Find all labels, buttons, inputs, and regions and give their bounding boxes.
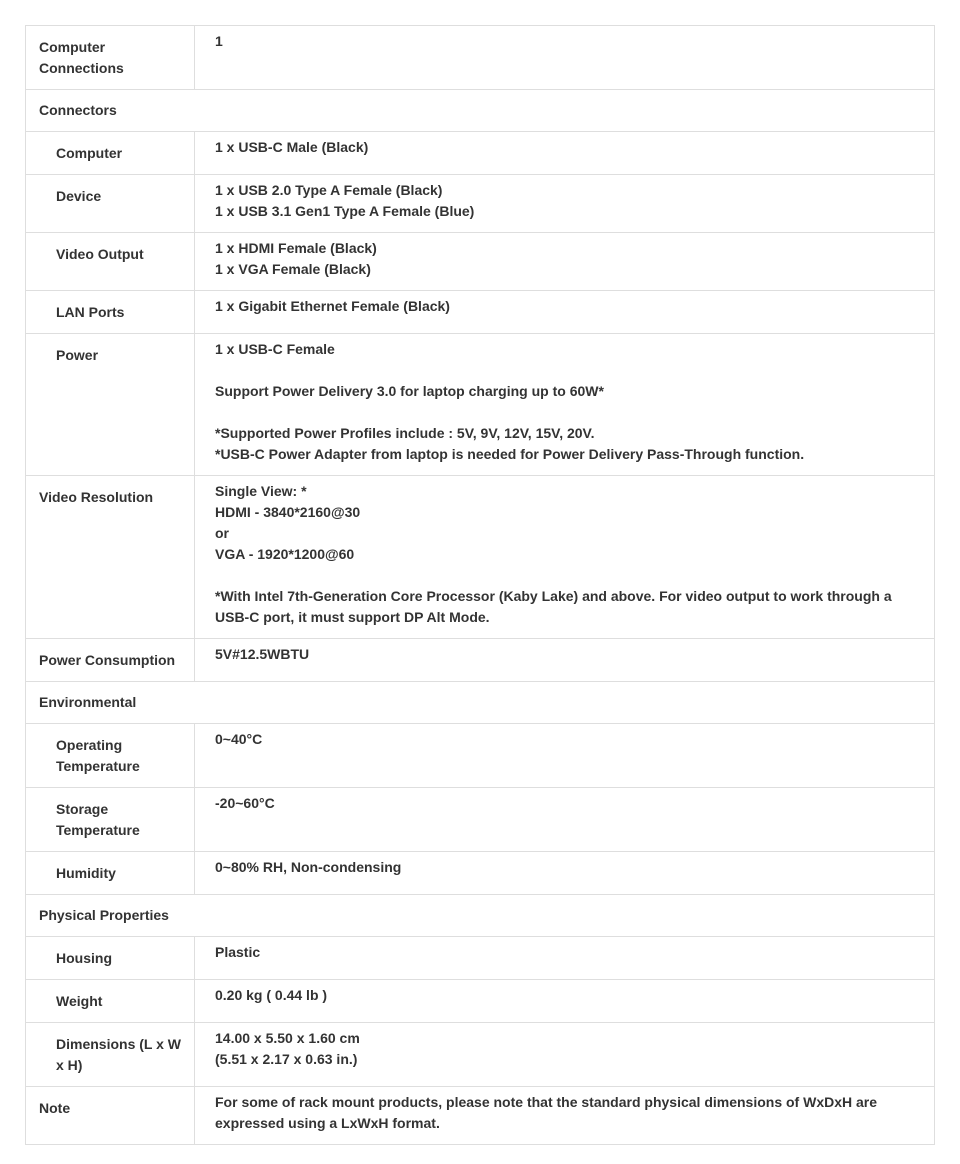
- spec-label: Device: [26, 175, 195, 233]
- section-heading: Connectors: [26, 90, 935, 132]
- spec-value-line: 1 x USB-C Female: [215, 341, 335, 357]
- spec-label: Power: [26, 334, 195, 476]
- spec-table: [25, 25, 935, 1145]
- spec-value-line: [215, 565, 914, 586]
- spec-value-line: -20~60°C: [215, 795, 275, 811]
- spec-label: Storage Temperature: [26, 788, 195, 852]
- spec-row-video-resolution: [26, 476, 935, 639]
- spec-value-line: [215, 360, 914, 381]
- spec-value-line: For some of rack mount products, please note that the standard physical dimensions of WxDxH are expressed using a LxWxH format.: [215, 1094, 878, 1131]
- spec-value: [195, 175, 935, 233]
- section-row-physical-properties: [26, 895, 935, 937]
- spec-value-line: *USB-C Power Adapter from laptop is needed for Power Delivery Pass-Through function.: [215, 446, 805, 462]
- spec-value: [195, 788, 935, 852]
- spec-label: Computer: [26, 132, 195, 175]
- spec-table-body: [26, 26, 935, 1145]
- spec-value: [195, 476, 935, 639]
- spec-value: [195, 291, 935, 334]
- spec-value-line: 1 x VGA Female (Black): [215, 261, 371, 277]
- spec-value-line: or: [215, 525, 229, 541]
- spec-value-line: 1 x USB 2.0 Type A Female (Black): [215, 182, 443, 198]
- spec-value: [195, 132, 935, 175]
- spec-value: [195, 724, 935, 788]
- spec-label: Dimensions (L x W x H): [26, 1023, 195, 1087]
- section-heading: Physical Properties: [26, 895, 935, 937]
- spec-value-line: 5V#12.5WBTU: [215, 646, 310, 662]
- spec-label: Note: [26, 1087, 195, 1145]
- spec-value: [195, 1023, 935, 1087]
- spec-value-line: Single View: *: [215, 483, 307, 499]
- spec-value: [195, 1087, 935, 1145]
- spec-row-power-consumption: [26, 639, 935, 682]
- spec-value-line: 0~80% RH, Non-condensing: [215, 859, 402, 875]
- spec-value-line: 14.00 x 5.50 x 1.60 cm: [215, 1030, 360, 1046]
- spec-row-storage-temperature: [26, 788, 935, 852]
- spec-value-line: 1 x HDMI Female (Black): [215, 240, 377, 256]
- spec-value-line: *Supported Power Profiles include : 5V, 9V, 12V, 15V, 20V.: [215, 425, 595, 441]
- spec-label: Operating Temperature: [26, 724, 195, 788]
- spec-label: LAN Ports: [26, 291, 195, 334]
- spec-value-line: 1: [215, 33, 223, 49]
- spec-row-note: [26, 1087, 935, 1145]
- spec-row-weight: [26, 980, 935, 1023]
- spec-row-power: [26, 334, 935, 476]
- spec-label: Computer Connections: [26, 26, 195, 90]
- spec-value-line: 1 x USB-C Male (Black): [215, 139, 369, 155]
- spec-value: [195, 334, 935, 476]
- spec-label: Humidity: [26, 852, 195, 895]
- spec-row-lan-ports: [26, 291, 935, 334]
- spec-value-line: 1 x Gigabit Ethernet Female (Black): [215, 298, 450, 314]
- spec-value-line: VGA - 1920*1200@60: [215, 546, 355, 562]
- spec-value: [195, 639, 935, 682]
- spec-value-line: 0~40°C: [215, 731, 263, 747]
- spec-value: [195, 852, 935, 895]
- spec-label: Video Output: [26, 233, 195, 291]
- spec-row-dimensions: [26, 1023, 935, 1087]
- spec-value-line: Support Power Delivery 3.0 for laptop charging up to 60W*: [215, 383, 604, 399]
- spec-row-computer-connections: [26, 26, 935, 90]
- spec-value: [195, 233, 935, 291]
- spec-value-line: (5.51 x 2.17 x 0.63 in.): [215, 1051, 358, 1067]
- spec-value-line: *With Intel 7th-Generation Core Processor (Kaby Lake) and above. For video output to work through a USB-C port, it must support DP Alt Mode.: [215, 588, 892, 625]
- spec-row-device: [26, 175, 935, 233]
- section-row-environmental: [26, 682, 935, 724]
- spec-value-line: HDMI - 3840*2160@30: [215, 504, 361, 520]
- spec-label: Housing: [26, 937, 195, 980]
- spec-row-humidity: [26, 852, 935, 895]
- spec-row-operating-temperature: [26, 724, 935, 788]
- spec-label: Power Consumption: [26, 639, 195, 682]
- spec-value: [195, 26, 935, 90]
- spec-row-housing: [26, 937, 935, 980]
- spec-value-line: [215, 402, 914, 423]
- spec-row-computer: [26, 132, 935, 175]
- spec-value: [195, 980, 935, 1023]
- section-row-connectors: [26, 90, 935, 132]
- spec-label: Video Resolution: [26, 476, 195, 639]
- spec-value-line: 0.20 kg ( 0.44 lb ): [215, 987, 328, 1003]
- spec-value-line: 1 x USB 3.1 Gen1 Type A Female (Blue): [215, 203, 475, 219]
- spec-value-line: Plastic: [215, 944, 261, 960]
- section-heading: Environmental: [26, 682, 935, 724]
- spec-row-video-output: [26, 233, 935, 291]
- spec-value: [195, 937, 935, 980]
- spec-label: Weight: [26, 980, 195, 1023]
